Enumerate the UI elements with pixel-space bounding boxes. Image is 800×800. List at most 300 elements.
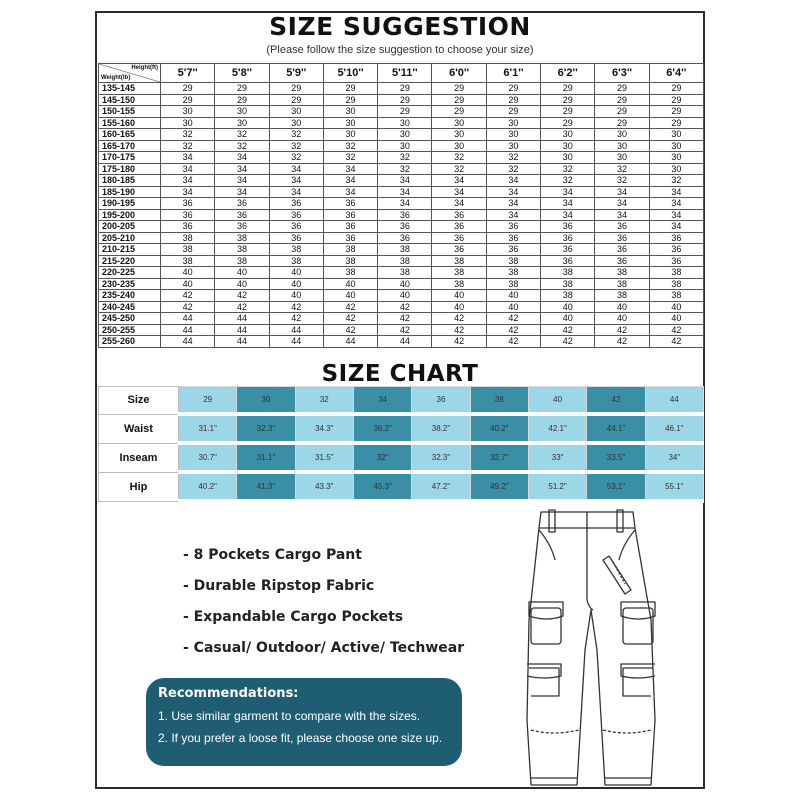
suggested-size: 30 xyxy=(649,140,703,152)
suggested-size: 42 xyxy=(215,301,269,313)
height-header: 6'0'' xyxy=(432,64,486,83)
suggested-size: 36 xyxy=(595,232,649,244)
suggested-size: 32 xyxy=(595,163,649,175)
suggested-size: 29 xyxy=(649,94,703,106)
suggested-size: 32 xyxy=(215,140,269,152)
suggested-size: 32 xyxy=(323,140,377,152)
table-row xyxy=(99,152,704,164)
measurement-value: 44.1" xyxy=(587,414,645,443)
suggested-size: 34 xyxy=(432,186,486,198)
measurement-value: 33" xyxy=(528,443,586,472)
suggested-size: 42 xyxy=(215,290,269,302)
suggested-size: 36 xyxy=(323,221,377,233)
table-row xyxy=(99,414,704,443)
suggested-size: 38 xyxy=(269,255,323,267)
suggested-size: 34 xyxy=(269,175,323,187)
suggested-size: 44 xyxy=(269,336,323,348)
weight-range: 190-195 xyxy=(99,198,161,210)
suggested-size: 42 xyxy=(269,301,323,313)
table-row xyxy=(99,232,704,244)
suggested-size: 44 xyxy=(269,324,323,336)
weight-range: 150-155 xyxy=(99,106,161,118)
suggested-size: 29 xyxy=(378,106,432,118)
table-row xyxy=(99,244,704,256)
table-row xyxy=(99,163,704,175)
recommendation-item: 1. Use similar garment to compare with the sizes. xyxy=(158,709,421,723)
suggested-size: 34 xyxy=(378,186,432,198)
suggested-size: 32 xyxy=(378,152,432,164)
suggested-size: 42 xyxy=(378,313,432,325)
suggested-size: 29 xyxy=(432,106,486,118)
weight-range: 230-235 xyxy=(99,278,161,290)
suggested-size: 29 xyxy=(541,94,595,106)
suggested-size: 44 xyxy=(215,324,269,336)
table-row xyxy=(99,336,704,348)
suggested-size: 32 xyxy=(378,163,432,175)
suggested-size: 36 xyxy=(486,232,540,244)
suggested-size: 38 xyxy=(323,255,377,267)
height-header: 6'4'' xyxy=(649,64,703,83)
feature-item: - 8 Pockets Cargo Pant xyxy=(183,547,362,563)
suggested-size: 29 xyxy=(541,117,595,129)
suggested-size: 38 xyxy=(215,255,269,267)
measurement-value: 41.3" xyxy=(237,472,295,501)
height-header: 5'7'' xyxy=(161,64,215,83)
suggested-size: 30 xyxy=(486,140,540,152)
suggested-size: 34 xyxy=(541,186,595,198)
table-row xyxy=(99,117,704,129)
suggested-size: 36 xyxy=(649,255,703,267)
suggested-size: 36 xyxy=(269,232,323,244)
suggested-size: 36 xyxy=(323,198,377,210)
suggested-size: 38 xyxy=(161,255,215,267)
suggested-size: 40 xyxy=(486,290,540,302)
suggested-size: 36 xyxy=(486,244,540,256)
suggested-size: 40 xyxy=(432,290,486,302)
table-row xyxy=(99,443,704,472)
suggested-size: 42 xyxy=(378,324,432,336)
suggested-size: 42 xyxy=(649,324,703,336)
suggested-size: 40 xyxy=(595,313,649,325)
weight-range: 165-170 xyxy=(99,140,161,152)
table-row xyxy=(99,129,704,141)
suggested-size: 36 xyxy=(269,209,323,221)
suggested-size: 38 xyxy=(323,244,377,256)
measurement-value: 46.1" xyxy=(645,414,703,443)
table-row xyxy=(99,175,704,187)
weight-range: 145-150 xyxy=(99,94,161,106)
measurement-value: 55.1" xyxy=(645,472,703,501)
suggested-size: 42 xyxy=(323,313,377,325)
suggested-size: 36 xyxy=(378,232,432,244)
suggested-size: 34 xyxy=(649,186,703,198)
suggested-size: 36 xyxy=(595,255,649,267)
suggested-size: 36 xyxy=(649,232,703,244)
suggested-size: 36 xyxy=(432,221,486,233)
suggested-size: 30 xyxy=(541,129,595,141)
suggested-size: 30 xyxy=(541,152,595,164)
suggested-size: 38 xyxy=(378,255,432,267)
weight-range: 160-165 xyxy=(99,129,161,141)
weight-range: 250-255 xyxy=(99,324,161,336)
suggested-size: 32 xyxy=(432,163,486,175)
recommendations-box xyxy=(146,678,462,766)
table-row xyxy=(99,106,704,118)
suggested-size: 42 xyxy=(486,324,540,336)
suggested-size: 38 xyxy=(486,278,540,290)
suggested-size: 29 xyxy=(323,83,377,95)
suggested-size: 30 xyxy=(378,129,432,141)
measurement-value: 34" xyxy=(645,443,703,472)
table-corner xyxy=(99,64,161,83)
suggested-size: 29 xyxy=(215,83,269,95)
table-row xyxy=(99,472,704,501)
table-row xyxy=(99,83,704,95)
suggested-size: 38 xyxy=(161,244,215,256)
suggested-size: 38 xyxy=(486,255,540,267)
suggested-size: 30 xyxy=(432,129,486,141)
suggested-size: 40 xyxy=(215,278,269,290)
weight-range: 215-220 xyxy=(99,255,161,267)
suggested-size: 42 xyxy=(595,336,649,348)
table-row xyxy=(99,198,704,210)
measurement-value: 45.3" xyxy=(353,472,411,501)
suggested-size: 30 xyxy=(323,117,377,129)
suggested-size: 44 xyxy=(215,313,269,325)
suggested-size: 36 xyxy=(541,232,595,244)
weight-range: 245-250 xyxy=(99,313,161,325)
suggested-size: 30 xyxy=(161,117,215,129)
measurement-value: 47.2" xyxy=(412,472,470,501)
suggested-size: 40 xyxy=(323,278,377,290)
table-row xyxy=(99,255,704,267)
weight-range: 170-175 xyxy=(99,152,161,164)
suggested-size: 34 xyxy=(486,175,540,187)
table-row xyxy=(99,267,704,279)
weight-range: 155-160 xyxy=(99,117,161,129)
suggested-size: 29 xyxy=(595,117,649,129)
suggested-size: 38 xyxy=(432,255,486,267)
measurement-value: 40 xyxy=(528,387,586,415)
suggested-size: 29 xyxy=(432,83,486,95)
suggested-size: 29 xyxy=(649,106,703,118)
suggested-size: 29 xyxy=(161,94,215,106)
suggested-size: 42 xyxy=(161,301,215,313)
measurement-value: 33.5" xyxy=(587,443,645,472)
size-suggestion-subtitle: (Please follow the size suggestion to choose your size) xyxy=(266,44,534,56)
weight-range: 180-185 xyxy=(99,175,161,187)
suggested-size: 36 xyxy=(595,221,649,233)
height-header: 6'3'' xyxy=(595,64,649,83)
suggested-size: 38 xyxy=(215,244,269,256)
weight-range: 210-215 xyxy=(99,244,161,256)
suggested-size: 36 xyxy=(486,221,540,233)
suggested-size: 42 xyxy=(323,301,377,313)
table-row xyxy=(99,94,704,106)
suggested-size: 30 xyxy=(486,129,540,141)
table-row xyxy=(99,209,704,221)
suggested-size: 29 xyxy=(595,83,649,95)
suggested-size: 40 xyxy=(161,278,215,290)
suggested-size: 34 xyxy=(323,163,377,175)
suggested-size: 34 xyxy=(161,152,215,164)
weight-range: 185-190 xyxy=(99,186,161,198)
size-chart-title: SIZE CHART xyxy=(321,361,479,387)
suggested-size: 30 xyxy=(432,117,486,129)
suggested-size: 34 xyxy=(215,163,269,175)
measurement-value: 30.7" xyxy=(179,443,237,472)
height-header: 6'1'' xyxy=(486,64,540,83)
suggested-size: 38 xyxy=(432,267,486,279)
suggested-size: 40 xyxy=(378,278,432,290)
suggested-size: 34 xyxy=(269,163,323,175)
suggested-size: 29 xyxy=(378,94,432,106)
suggested-size: 34 xyxy=(161,163,215,175)
suggested-size: 32 xyxy=(541,175,595,187)
suggested-size: 34 xyxy=(215,175,269,187)
suggested-size: 44 xyxy=(161,313,215,325)
measurement-value: 36.2" xyxy=(353,414,411,443)
suggested-size: 30 xyxy=(432,140,486,152)
suggested-size: 38 xyxy=(595,278,649,290)
size-suggestion-title: SIZE SUGGESTION xyxy=(269,12,531,41)
suggested-size: 30 xyxy=(269,117,323,129)
suggested-size: 36 xyxy=(541,255,595,267)
suggested-size: 42 xyxy=(378,301,432,313)
measurement-value: 29 xyxy=(179,387,237,415)
table-row xyxy=(99,221,704,233)
suggested-size: 36 xyxy=(432,244,486,256)
suggested-size: 42 xyxy=(541,324,595,336)
suggested-size: 32 xyxy=(595,175,649,187)
suggested-size: 42 xyxy=(161,290,215,302)
measurement-label: Inseam xyxy=(99,443,179,472)
recommendations-title: Recommendations: xyxy=(158,686,299,701)
suggested-size: 42 xyxy=(649,336,703,348)
suggested-size: 42 xyxy=(432,313,486,325)
suggested-size: 38 xyxy=(595,290,649,302)
suggested-size: 40 xyxy=(323,290,377,302)
measurement-value: 31.1" xyxy=(237,443,295,472)
suggested-size: 40 xyxy=(161,267,215,279)
suggested-size: 42 xyxy=(486,336,540,348)
measurement-value: 43.3" xyxy=(295,472,353,501)
suggested-size: 30 xyxy=(649,129,703,141)
suggested-size: 29 xyxy=(215,94,269,106)
suggested-size: 38 xyxy=(595,267,649,279)
weight-range: 135-145 xyxy=(99,83,161,95)
measurement-value: 42.1" xyxy=(528,414,586,443)
suggested-size: 38 xyxy=(541,278,595,290)
suggested-size: 34 xyxy=(323,186,377,198)
suggested-size: 30 xyxy=(595,140,649,152)
suggested-size: 29 xyxy=(161,83,215,95)
suggested-size: 30 xyxy=(378,117,432,129)
suggested-size: 30 xyxy=(215,117,269,129)
feature-list xyxy=(183,545,464,669)
suggested-size: 32 xyxy=(215,129,269,141)
height-header: 5'11'' xyxy=(378,64,432,83)
table-row xyxy=(99,290,704,302)
weight-range: 235-240 xyxy=(99,290,161,302)
size-chart-table xyxy=(98,386,704,503)
suggested-size: 32 xyxy=(649,175,703,187)
cargo-pants-icon xyxy=(505,500,685,790)
suggested-size: 34 xyxy=(161,186,215,198)
measurement-value: 32.7" xyxy=(470,443,528,472)
suggested-size: 30 xyxy=(161,106,215,118)
suggested-size: 38 xyxy=(323,267,377,279)
measurement-value: 31.1" xyxy=(179,414,237,443)
table-row xyxy=(99,278,704,290)
suggested-size: 32 xyxy=(486,152,540,164)
suggested-size: 36 xyxy=(323,232,377,244)
table-row xyxy=(99,324,704,336)
suggested-size: 29 xyxy=(432,94,486,106)
suggested-size: 29 xyxy=(269,94,323,106)
suggested-size: 36 xyxy=(378,221,432,233)
feature-item: - Expandable Cargo Pockets xyxy=(183,609,404,625)
suggested-size: 34 xyxy=(595,186,649,198)
measurement-value: 38 xyxy=(470,387,528,415)
suggested-size: 34 xyxy=(541,209,595,221)
weight-range: 220-225 xyxy=(99,267,161,279)
suggested-size: 38 xyxy=(378,267,432,279)
suggested-size: 29 xyxy=(541,106,595,118)
suggested-size: 38 xyxy=(378,244,432,256)
suggested-size: 36 xyxy=(541,221,595,233)
suggested-size: 36 xyxy=(432,209,486,221)
suggested-size: 34 xyxy=(432,175,486,187)
measurement-value: 32.3" xyxy=(412,443,470,472)
suggested-size: 38 xyxy=(649,290,703,302)
suggested-size: 36 xyxy=(432,232,486,244)
suggested-size: 38 xyxy=(541,267,595,279)
suggested-size: 30 xyxy=(323,106,377,118)
suggested-size: 40 xyxy=(269,278,323,290)
suggested-size: 32 xyxy=(432,152,486,164)
weight-range: 240-245 xyxy=(99,301,161,313)
suggested-size: 30 xyxy=(378,140,432,152)
suggested-size: 38 xyxy=(486,267,540,279)
table-row xyxy=(99,301,704,313)
measurement-value: 30 xyxy=(237,387,295,415)
suggested-size: 36 xyxy=(161,221,215,233)
suggested-size: 36 xyxy=(323,209,377,221)
suggested-size: 42 xyxy=(432,324,486,336)
suggested-size: 40 xyxy=(595,301,649,313)
suggested-size: 32 xyxy=(269,140,323,152)
suggested-size: 29 xyxy=(595,94,649,106)
suggested-size: 42 xyxy=(432,336,486,348)
suggested-size: 40 xyxy=(541,313,595,325)
suggested-size: 29 xyxy=(541,83,595,95)
suggested-size: 30 xyxy=(649,152,703,164)
measurement-value: 38.2" xyxy=(412,414,470,443)
suggested-size: 30 xyxy=(595,129,649,141)
suggested-size: 36 xyxy=(161,198,215,210)
suggested-size: 40 xyxy=(541,301,595,313)
suggested-size: 36 xyxy=(215,221,269,233)
suggested-size: 44 xyxy=(161,336,215,348)
suggested-size: 36 xyxy=(215,198,269,210)
suggested-size: 34 xyxy=(215,186,269,198)
measurement-value: 32.3" xyxy=(237,414,295,443)
suggested-size: 34 xyxy=(486,198,540,210)
measurement-label: Hip xyxy=(99,472,179,501)
suggested-size: 40 xyxy=(649,313,703,325)
suggested-size: 34 xyxy=(323,175,377,187)
height-header: 6'2'' xyxy=(541,64,595,83)
suggested-size: 36 xyxy=(161,209,215,221)
feature-item: - Durable Ripstop Fabric xyxy=(183,578,375,594)
suggested-size: 34 xyxy=(541,198,595,210)
height-header: 5'9'' xyxy=(269,64,323,83)
measurement-value: 32" xyxy=(353,443,411,472)
measurement-label: Size xyxy=(99,387,179,415)
suggested-size: 34 xyxy=(269,186,323,198)
size-suggestion-table xyxy=(98,63,704,348)
suggested-size: 36 xyxy=(269,198,323,210)
suggested-size: 34 xyxy=(595,198,649,210)
measurement-value: 40.2" xyxy=(179,472,237,501)
suggested-size: 32 xyxy=(323,152,377,164)
suggested-size: 30 xyxy=(595,152,649,164)
suggested-size: 29 xyxy=(595,106,649,118)
suggested-size: 30 xyxy=(215,106,269,118)
suggested-size: 32 xyxy=(486,163,540,175)
suggested-size: 29 xyxy=(323,94,377,106)
weight-range: 200-205 xyxy=(99,221,161,233)
suggested-size: 40 xyxy=(432,301,486,313)
suggested-size: 32 xyxy=(269,129,323,141)
suggested-size: 40 xyxy=(649,301,703,313)
suggested-size: 44 xyxy=(215,336,269,348)
suggested-size: 40 xyxy=(269,267,323,279)
measurement-value: 31.5" xyxy=(295,443,353,472)
suggested-size: 32 xyxy=(161,129,215,141)
suggested-size: 34 xyxy=(161,175,215,187)
suggested-size: 32 xyxy=(541,163,595,175)
weight-range: 205-210 xyxy=(99,232,161,244)
suggested-size: 34 xyxy=(595,209,649,221)
measurement-value: 34.3" xyxy=(295,414,353,443)
suggested-size: 40 xyxy=(269,290,323,302)
height-axis-label: Height(ft) xyxy=(131,65,158,71)
suggested-size: 42 xyxy=(486,313,540,325)
suggested-size: 36 xyxy=(215,209,269,221)
suggested-size: 34 xyxy=(649,209,703,221)
measurement-value: 40.2" xyxy=(470,414,528,443)
suggested-size: 34 xyxy=(378,198,432,210)
suggested-size: 40 xyxy=(486,301,540,313)
measurement-value: 34 xyxy=(353,387,411,415)
measurement-value: 32 xyxy=(295,387,353,415)
suggested-size: 29 xyxy=(486,83,540,95)
suggested-size: 34 xyxy=(486,186,540,198)
suggested-size: 38 xyxy=(649,278,703,290)
suggested-size: 44 xyxy=(161,324,215,336)
suggested-size: 40 xyxy=(378,290,432,302)
measurement-value: 53.1" xyxy=(587,472,645,501)
suggested-size: 44 xyxy=(378,336,432,348)
suggested-size: 29 xyxy=(649,83,703,95)
suggested-size: 34 xyxy=(378,175,432,187)
suggested-size: 38 xyxy=(215,232,269,244)
suggested-size: 42 xyxy=(269,313,323,325)
suggested-size: 34 xyxy=(432,198,486,210)
suggested-size: 29 xyxy=(486,94,540,106)
